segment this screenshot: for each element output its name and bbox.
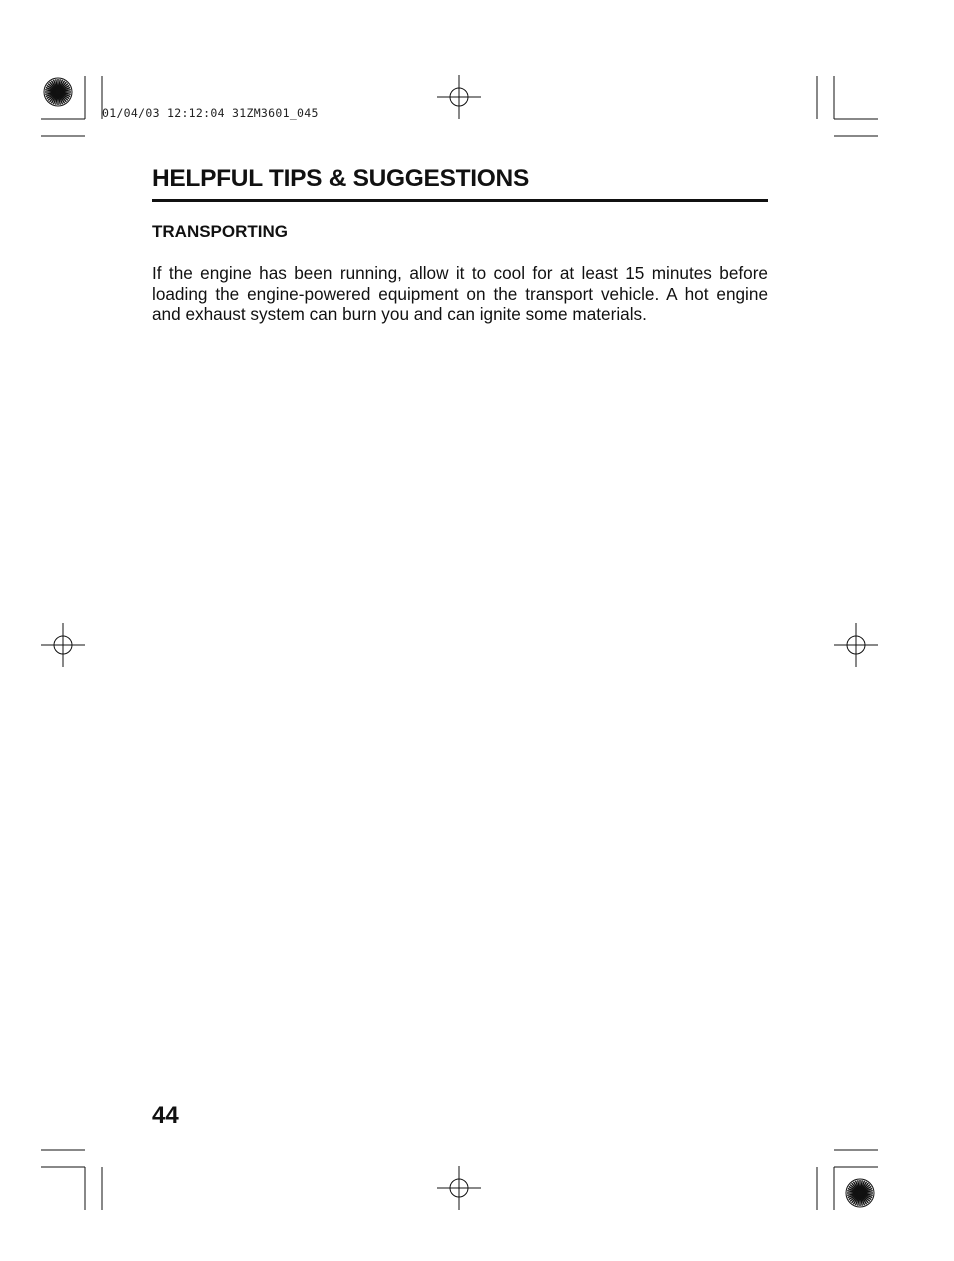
crop-mark-icon	[817, 76, 878, 136]
registration-crosshair-icon	[437, 1166, 481, 1210]
registration-crosshair-icon	[834, 623, 878, 667]
body-paragraph: If the engine has been running, allow it to cool for at least 15 minutes before loading the engine-powered equipment on the transport vehicle. A hot engine and exhaust system can burn you and can ignite some materials.	[152, 263, 768, 324]
print-slug: 01/04/03 12:12:04 31ZM3601_045	[102, 106, 319, 120]
crop-mark-icon	[41, 1150, 102, 1210]
registration-burst-icon	[44, 78, 72, 106]
section-heading: TRANSPORTING	[152, 222, 288, 241]
registration-crosshair-icon	[437, 75, 481, 119]
page-title: HELPFUL TIPS & SUGGESTIONS	[152, 164, 768, 202]
registration-burst-icon	[846, 1179, 874, 1207]
registration-crosshair-icon	[41, 623, 85, 667]
page-number: 44	[152, 1102, 179, 1129]
